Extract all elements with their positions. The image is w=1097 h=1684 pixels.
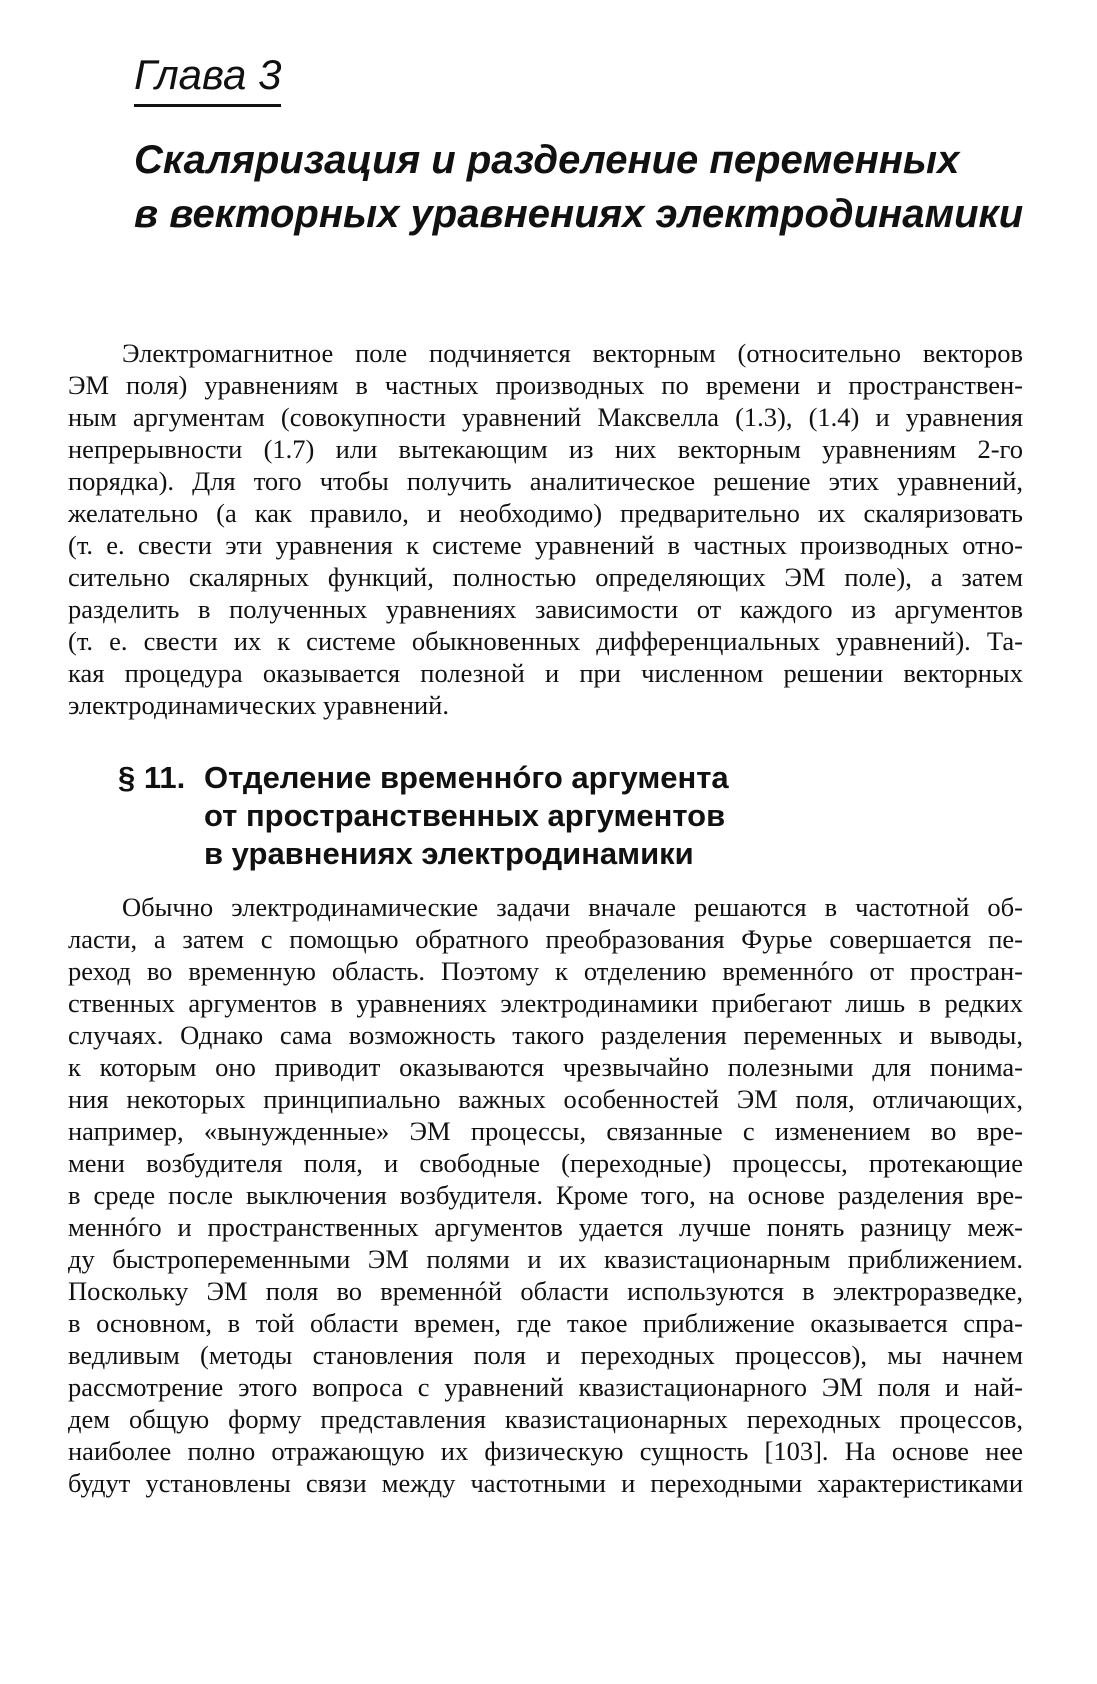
chapter-title: [134, 133, 1023, 241]
text-line: ласти, а затем с помощью обратного преобразования Фурье совершается пе-: [68, 924, 1023, 954]
text-line: реход во временную область. Поэтому к отделению временнóго от простран-: [68, 956, 1023, 986]
text-line: мени возбудителя поля, и свободные (переходные) процессы, протекающие: [68, 1148, 1023, 1178]
section-number: § 11.: [118, 760, 186, 795]
text-line: ния некоторых принципиально важных особенностей ЭМ поля, отличающих,: [68, 1084, 1023, 1114]
text-line: электродинамических уравнений.: [68, 690, 449, 720]
text-line: дем общую форму представления квазистационарных переходных процессов,: [68, 1404, 1023, 1434]
text-line: наиболее полно отражающую их физическую сущность [103]. На основе нее: [68, 1436, 1023, 1466]
text-line: в основном, в той области времен, где такое приближение оказывается спра-: [68, 1308, 1023, 1338]
section-title-line: от пространственных аргументов: [204, 798, 726, 833]
text-line: (т. е. свести эти уравнения к системе уравнений в частных производных отно-: [68, 530, 1023, 560]
intro-paragraph: [68, 337, 1023, 721]
section-title-line: в уравнениях электродинамики: [204, 836, 694, 871]
text-line: ным аргументам (совокупности уравнений Максвелла (1.3), (1.4) и уравнения: [68, 402, 1023, 432]
text-line: случаях. Однако сама возможность такого разделения переменных и выводы,: [68, 1020, 1023, 1050]
text-line: кая процедура оказывается полезной и при численном решении векторных: [68, 658, 1023, 688]
text-line: к которым оно приводит оказываются чрезвычайно полезными для понима-: [68, 1052, 1023, 1082]
text-line: непрерывности (1.7) или вытекающим из них векторным уравнениям 2-го: [68, 434, 1023, 464]
text-line: Обычно электродинамические задачи вначале решаются в частотной об-: [122, 892, 1023, 922]
chapter-label: Глава 3: [134, 50, 281, 107]
text-line: ведливым (методы становления поля и переходных процессов), мы начнем: [68, 1340, 1023, 1370]
text-line: (т. е. свести их к системе обыкновенных дифференциальных уравнений). Та-: [68, 626, 1023, 656]
text-line: в среде после выключения возбудителя. Кроме того, на основе разделения вре-: [68, 1180, 1023, 1210]
text-line: разделить в полученных уравнениях зависимости от каждого из аргументов: [68, 594, 1023, 624]
text-line: будут установлены связи между частотными и переходными характеристиками: [68, 1468, 1023, 1498]
text-line: порядка). Для того чтобы получить аналитическое решение этих уравнений,: [68, 466, 1023, 496]
chapter-title-line: в векторных уравнениях электродинамики: [134, 192, 1024, 236]
chapter-title-line: Скаляризация и разделение переменных: [134, 138, 960, 182]
body-paragraph: [68, 891, 1023, 1499]
section-heading: [118, 759, 1023, 873]
text-line: меннóго и пространственных аргументов удается лучше понять разницу меж-: [68, 1212, 1023, 1242]
text-line: Электромагнитное поле подчиняется векторным (относительно векторов: [122, 338, 1023, 368]
page: [68, 50, 1023, 1499]
text-line: ду быстропеременными ЭМ полями и их квазистационарным приближением.: [68, 1244, 1023, 1274]
text-line: ЭМ поля) уравнениям в частных производных по времени и пространствен-: [68, 370, 1023, 400]
text-line: например, «вынужденные» ЭМ процессы, связанные с изменением во вре-: [68, 1116, 1023, 1146]
section-title-line: Отделение временнóго аргумента: [204, 760, 729, 795]
text-line: ственных аргументов в уравнениях электродинамики прибегают лишь в редких: [68, 988, 1023, 1018]
text-line: Поскольку ЭМ поля во временнóй области используются в электроразведке,: [68, 1276, 1023, 1306]
text-line: сительно скалярных функций, полностью определяющих ЭМ поле), а затем: [68, 562, 1023, 592]
text-line: желательно (а как правило, и необходимо) предварительно их скаляризовать: [68, 498, 1023, 528]
text-line: рассмотрение этого вопроса с уравнений квазистационарного ЭМ поля и най-: [68, 1372, 1023, 1402]
